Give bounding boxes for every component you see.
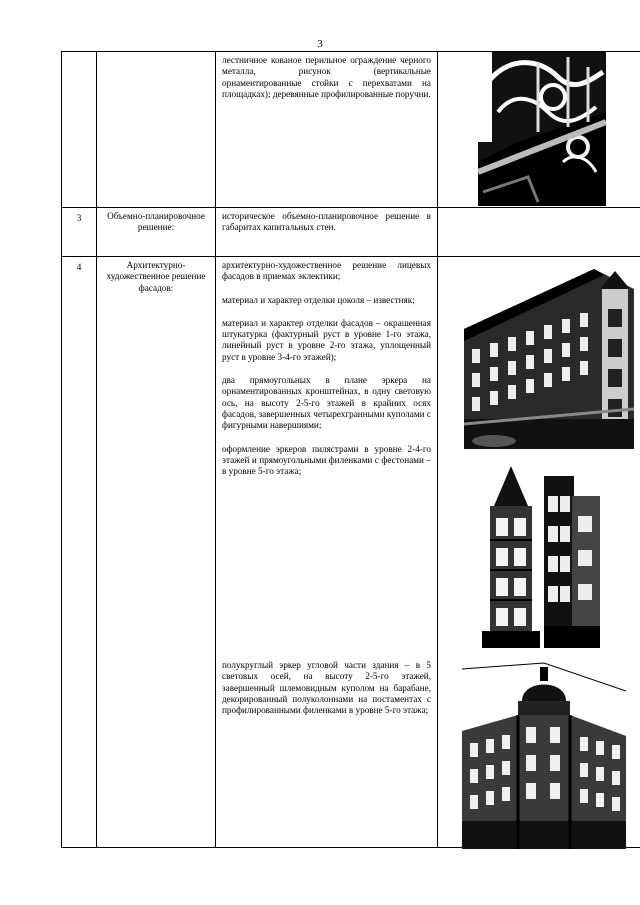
row-name-cell: Объемно-планировочное решение: xyxy=(97,208,216,257)
row-description-cell xyxy=(216,52,438,208)
description-paragraph: архитектурно-художественное решение лицевых фасадов в приемах эклектики; xyxy=(222,260,431,282)
row-name-cell: Архитектурно-художественное решение фасадов: xyxy=(97,257,216,848)
bay-window-photo-left-drawing xyxy=(482,466,540,648)
facade-photo-drawing xyxy=(464,269,634,449)
bay-window-photo-right-drawing xyxy=(544,466,600,648)
corner-bay-photo xyxy=(462,661,626,849)
row-photo-cell xyxy=(438,208,640,257)
table-row xyxy=(62,52,640,208)
row-photo-cell xyxy=(438,52,640,208)
corner-bay-photo-drawing xyxy=(462,661,626,849)
bay-window-photo-right xyxy=(544,466,600,648)
description-paragraph: оформление эркеров пилястрами в уровне 2-4-го этажей и прямоугольными филенками с фестонами – в уровне 5-го этажа; xyxy=(222,443,431,477)
staircase-railing-photo-drawing xyxy=(478,52,606,206)
facade-photo xyxy=(464,269,634,449)
table-row xyxy=(62,257,640,848)
row-description-cell xyxy=(216,208,438,257)
description-paragraph: материал и характер отделки цоколя – известняк; xyxy=(222,294,415,305)
row-name-cell xyxy=(97,52,216,208)
description-paragraph: полукруглый эркер угловой части здания – в 5 световых осей, на высоту 2-5-го этажей, завершенный шлемовидным куполом на барабане, декорированный полуколоннами на постаментах с профилированными филенками в уровне 5-го этажа; xyxy=(222,660,431,716)
description-paragraph: материал и характер отделки фасадов – окрашенная штукатурка (фактурный руст в уровне 1-го этажа, линейный руст в уровне 2-го этажа, уплощенный руст в уровне 3-4-го этажей); xyxy=(222,317,431,362)
bay-window-photo-left xyxy=(482,466,540,648)
description-paragraph: два прямоугольных в плане эркера на орнаментированных кронштейнах, в одну световую ось, на высоту 2-5-го этажей в крайних осях фасадов, завершенных четырехгранными куполами с фигурными навершиями; xyxy=(222,375,431,431)
description-paragraph: историческое объемно-планировочное решение в габаритах капитальных стен. xyxy=(222,211,431,233)
row-description-cell xyxy=(216,257,438,848)
row-photo-cell xyxy=(438,257,640,848)
staircase-railing-photo xyxy=(478,52,606,206)
page-number: 3 xyxy=(317,38,323,50)
row-number-cell: 4 xyxy=(62,257,97,848)
row-number-cell: 3 xyxy=(62,208,97,257)
table-row xyxy=(62,208,640,257)
monument-subject-table xyxy=(61,51,640,848)
row-number-cell xyxy=(62,52,97,208)
description-paragraph: лестничное кованое перильное ограждение черного металла, рисунок (вертикальные орнаментированные стойки с перехватами на площадках); деревянные профилированные поручни. xyxy=(222,55,431,99)
